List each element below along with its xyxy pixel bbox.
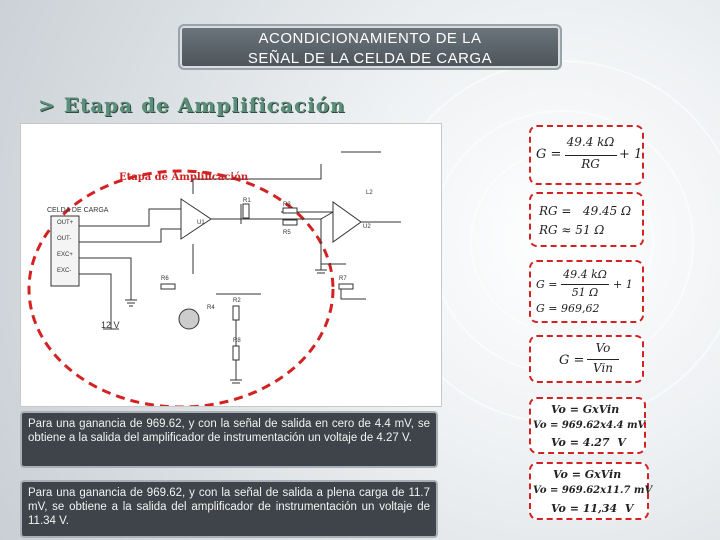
svg-text:R1: R1 xyxy=(243,198,251,204)
formula-gain-bar xyxy=(565,155,617,156)
formula-vo-zero-line1: Vo = GxVin xyxy=(551,403,620,416)
svg-text:R3: R3 xyxy=(283,202,291,208)
formula-gain-numerator: 49.4 kΩ xyxy=(566,135,615,149)
formula-gain-result-lhs: G = xyxy=(536,278,558,291)
formula-gain-result-value: G = 969,62 xyxy=(536,302,600,315)
slide-title xyxy=(178,24,562,70)
note-full-load: Para una ganancia de 969.62, y con la señal de salida a plena carga de 11.7 mV, se obtiene a la salida del amplificador de instrumentación un voltaje de 11.34 V. xyxy=(20,480,438,538)
formula-gain-voltage-bar xyxy=(587,359,619,360)
svg-text:EXC+: EXC+ xyxy=(57,252,73,258)
section-title: > Etapa de Amplificación xyxy=(38,93,346,117)
formula-vo-zero-line3: Vo = 4.27 V xyxy=(551,436,626,449)
formula-vo-zero-line2: Vo = 969.62x4.4 mV xyxy=(533,420,646,431)
slide-title-line1: ACONDICIONAMIENTO DE LA xyxy=(258,30,482,47)
schematic-drawing xyxy=(21,124,441,406)
formula-vo-full-line1: Vo = GxVin xyxy=(553,468,622,481)
svg-text:R8: R8 xyxy=(233,338,241,344)
formula-rg xyxy=(529,192,644,247)
svg-text:U2: U2 xyxy=(363,224,371,230)
formula-gain-denominator: RG xyxy=(581,157,600,171)
formula-gain-rhs: + 1 xyxy=(619,147,643,162)
supply-voltage-label: 12 V xyxy=(101,320,120,330)
formula-gain-voltage-lhs: G = xyxy=(559,353,585,368)
formula-gain-result-denominator: 51 Ω xyxy=(571,286,599,299)
svg-text:R4: R4 xyxy=(207,305,215,311)
op-amp-u1 xyxy=(181,199,211,239)
load-cell-label: CELDA DE CARGA xyxy=(47,207,109,214)
formula-gain-result-numerator: 49.4 kΩ xyxy=(563,268,607,281)
svg-text:R2: R2 xyxy=(233,298,241,304)
formula-vo-zero xyxy=(529,397,646,454)
op-amp-u2 xyxy=(333,202,361,242)
note-zero-load: Para una ganancia de 969.62, y con la señal de salida en cero de 4.4 mV, se obtiene a la salida del amplificador de instrumentación un voltaje de 4.27 V. xyxy=(20,411,438,468)
voltage-source xyxy=(179,309,199,329)
slide-title-line2: SEÑAL DE LA CELDA DE CARGA xyxy=(247,50,493,67)
svg-text:OUT-: OUT- xyxy=(57,236,72,242)
svg-text:OUT+: OUT+ xyxy=(57,220,74,226)
svg-text:U1: U1 xyxy=(197,220,205,226)
formula-gain-result-rhs: + 1 xyxy=(613,278,633,291)
svg-text:R6: R6 xyxy=(161,276,169,282)
highlight-label: Etapa de Amplificación xyxy=(119,172,249,183)
formula-gain xyxy=(529,125,644,185)
circuit-schematic xyxy=(20,123,442,407)
svg-text:R7: R7 xyxy=(339,276,347,282)
formula-gain-voltage xyxy=(529,335,644,383)
svg-text:L2: L2 xyxy=(366,190,373,196)
formula-rg-line2: RG ≈ 51 Ω xyxy=(539,223,605,237)
formula-gain-voltage-denominator: Vin xyxy=(592,361,614,375)
formula-rg-line1: RG = 49.45 Ω xyxy=(539,204,632,218)
load-cell-block xyxy=(51,216,79,286)
formula-gain-lhs: G = xyxy=(536,147,562,162)
formula-gain-voltage-numerator: Vo xyxy=(595,341,611,355)
formula-vo-full-line3: Vo = 11,34 V xyxy=(551,502,634,515)
ground-symbols xyxy=(125,264,327,383)
formula-vo-full-line2: Vo = 969.62x11.7 mV xyxy=(533,485,653,496)
formula-gain-result-bar xyxy=(561,284,609,285)
formula-gain-result xyxy=(529,260,644,323)
svg-text:R5: R5 xyxy=(283,230,291,236)
svg-text:EXC-: EXC- xyxy=(57,268,72,274)
formula-vo-full xyxy=(529,462,653,520)
